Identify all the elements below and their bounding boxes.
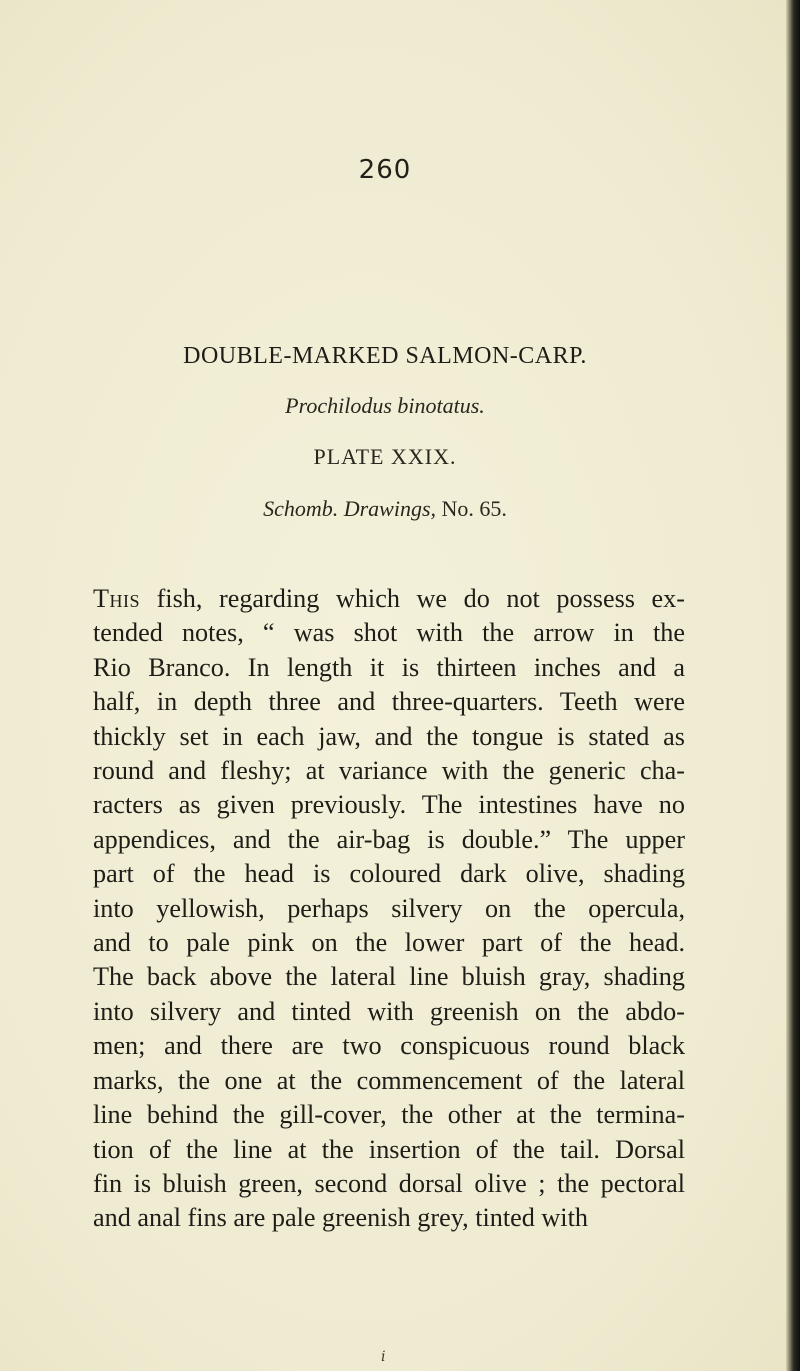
page-edge-shadow [786, 0, 800, 1371]
body-line: Rio Branco. In length it is thirteen inches and a [93, 652, 685, 682]
body-line: and to pale pink on the lower part of the head. [93, 928, 685, 958]
body-line-text: fish, regarding which we do not possess ex- [140, 584, 685, 613]
body-line: part of the head is coloured dark olive, shading [93, 859, 685, 889]
body-line: line behind the gill-cover, the other at the termina- [93, 1100, 685, 1130]
body-line: racters as given previously. The intestines have no [93, 790, 685, 820]
reference-italic: Schomb. Drawings, [263, 496, 437, 521]
body-line: thickly set in each jaw, and the tongue is stated as [93, 721, 685, 751]
scientific-name: Prochilodus binotatus. [285, 393, 485, 418]
body-line: half, in depth three and three-quarters. Teeth were [93, 687, 685, 717]
body-line: marks, the one at the commencement of the lateral [93, 1065, 685, 1095]
body-line: fin is bluish green, second dorsal olive ; the pectoral [93, 1168, 685, 1198]
signature-mark: i [381, 1349, 386, 1365]
plate-label: PLATE XXIX. [313, 444, 457, 469]
body-line: into yellowish, perhaps silvery on the opercula, [93, 893, 685, 923]
body-line [93, 582, 685, 616]
body-first-word: This [93, 584, 141, 613]
reference-plain: No. 65. [436, 496, 507, 521]
body-paragraph [93, 582, 685, 1236]
section-title: DOUBLE-MARKED SALMON-CARP. [183, 343, 587, 369]
body-line: men; and there are two conspicuous round black [93, 1031, 685, 1061]
body-line: round and fleshy; at variance with the generic cha- [93, 756, 685, 786]
body-line: The back above the lateral line bluish gray, shading [93, 962, 685, 992]
body-line: and anal fins are pale greenish grey, tinted with [93, 1203, 588, 1233]
page-number: 260 [358, 155, 412, 185]
body-line: tion of the line at the insertion of the tail. Dorsal [93, 1134, 685, 1164]
body-line: appendices, and the air-bag is double.” The upper [93, 824, 685, 854]
drawing-reference [0, 496, 770, 522]
body-line: into silvery and tinted with greenish on the abdo- [93, 996, 685, 1026]
body-line: tended notes, “ was shot with the arrow in the [93, 618, 685, 648]
